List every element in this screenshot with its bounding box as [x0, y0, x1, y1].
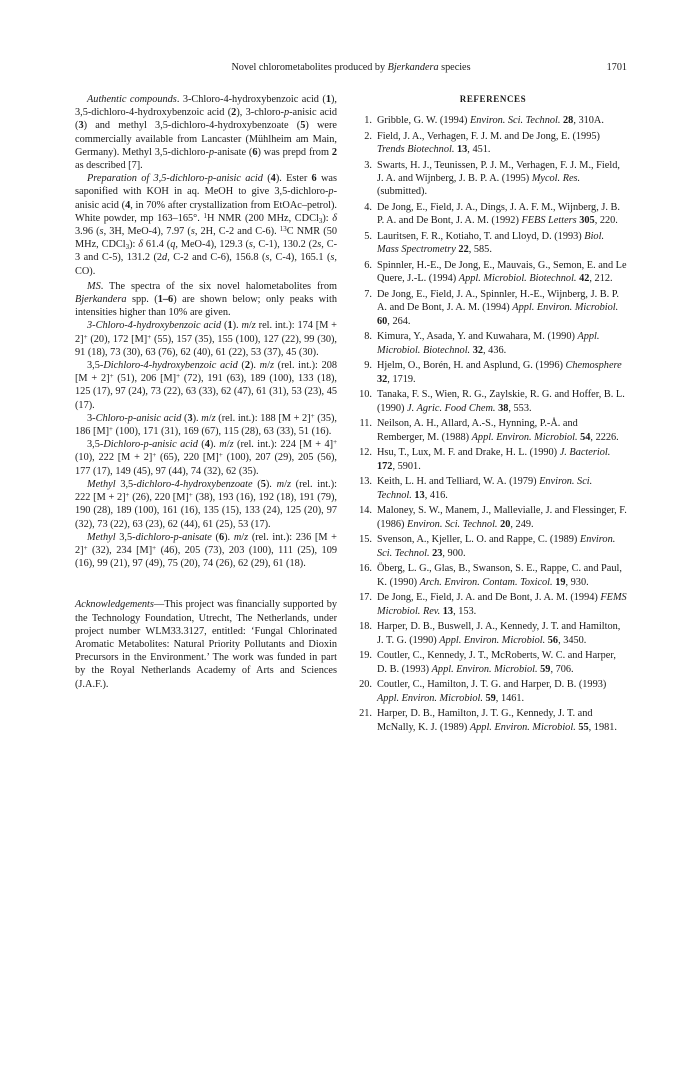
reference-number: 21. — [359, 708, 372, 720]
reference-item — [358, 230, 628, 256]
left-column — [75, 93, 337, 691]
reference-item — [358, 504, 628, 530]
reference-text: Kimura, Y., Asada, Y. and Kuwahara, M. (1990) Appl. Microbiol. Biotechnol. 32, 436. — [377, 331, 600, 356]
ms-entry: Methyl 3,5-dichloro-4-hydroxybenzoate (5). m/z (rel. int.): 222 [M + 2]+ (26), 220 [M]+ (38), 193 (16), 192 (18), 191 (79), 190 (28), 189 (100), 161 (16), 135 (15), 133 (24), 125 (20), 97 (32), 73 (22), 63 (23), 62 (44), 61 (25), 53 (17). — [75, 478, 338, 530]
reference-text: De Jong, E., Field, J. A. and De Bont, J. A. M. (1994) FEMS Microbiol. Rev. 13, 153. — [377, 592, 627, 617]
reference-text: Hjelm, O., Borén, H. and Asplund, G. (1996) Chemosphere 32, 1719. — [377, 360, 622, 385]
reference-item — [358, 359, 628, 385]
preparation-paragraph: Preparation of 3,5-dichloro-p-anisic acid (4). Ester 6 was saponified with KOH in aq. MeOH to give 3,5-dichloro-p-anisic acid (4, in 70% after crystallization from EtOAc–petrol). White powder, mp 163–165°. $^1$H NMR (200 MHz, CDCl$_3$): δ 3.96 (s, 3H, MeO-4), 7.97 (s, 2H, C-2 and C-6). $^{13}$C NMR (50 MHz, CDCl$_3$): δ 61.4 (q, MeO-4), 129.3 (s, C-1), 130.2 (2s, C-3 and C-5), 131.2 (2d, C-2 and C-6), 156.8 (s, C-4), 165.1 (s, CO). — [75, 173, 338, 277]
reference-item — [358, 475, 628, 501]
reference-number: 3. — [364, 160, 372, 171]
ms-spectra-list — [75, 319, 337, 570]
reference-number: 11. — [359, 418, 372, 430]
reference-text: De Jong, E., Field, J. A., Dings, J. A. F. M., Wijnberg, J. B. P. A. and De Bont, J. A. M. (1992) FEBS Letters 305, 220. — [377, 202, 620, 227]
reference-number: 8. — [364, 331, 372, 343]
ms-entry: 3,5-Dichloro-p-anisic acid (4). m/z (rel. int.): 224 [M + 4]+ (10), 222 [M + 2]+ (65), 220 [M]+ (100), 207 (29), 205 (56), 177 (17), 149 (45), 97 (44), 74 (32), 62 (35). — [75, 438, 338, 477]
reference-item — [358, 678, 628, 704]
acknowledgements-paragraph: Acknowledgements—This project was financially supported by the Technology Foundation, Utrecht, The Netherlands, under project number WLM33.3127, entitled: ‘Fungal Chlorinated Aromatic Metabolites: Natural Priority Pollutants and Dioxin Precursors in the Environment.’ The work was funded in part by the Royal Netherlands Academy of Arts and Sciences (J.A.F.). — [75, 599, 337, 690]
reference-item — [358, 649, 628, 675]
reference-text: Svenson, A., Kjeller, L. O. and Rappe, C. (1989) Environ. Sci. Technol. 23, 900. — [377, 534, 616, 559]
reference-number: 5. — [364, 231, 372, 243]
reference-text: Harper, D. B., Buswell, J. A., Kennedy, J. T. and Hamilton, J. T. G. (1990) Appl. Environ. Microbiol. 56, 3450. — [377, 621, 621, 646]
reference-text: Coutler, C., Hamilton, J. T. G. and Harper, D. B. (1993) Appl. Environ. Microbiol. 59, 1461. — [377, 679, 607, 704]
ms-entry: 3-Chloro-p-anisic acid (3). m/z (rel. int.): 188 [M + 2]+ (35), 186 [M]+ (100), 171 (31), 169 (67), 115 (28), 63 (33), 51 (16). — [75, 411, 337, 438]
reference-item — [358, 533, 628, 559]
reference-item — [358, 591, 628, 617]
reference-item — [358, 288, 628, 328]
reference-text: Öberg, L. G., Glas, B., Swanson, S. E., Rappe, C. and Paul, K. (1990) Arch. Environ. Contam. Toxicol. 19, 930. — [377, 563, 622, 588]
reference-number: 15. — [359, 534, 372, 546]
ms-entry: Methyl 3,5-dichloro-p-anisate (6). m/z (rel. int.): 236 [M + 2]+ (32), 234 [M]+ (46), 205 (73), 203 (100), 111 (25), 109 (16), 99 (21), 97 (49), 75 (20), 74 (26), 62 (29), 61 (18). — [75, 531, 337, 570]
reference-item — [358, 130, 628, 156]
references-list — [358, 114, 628, 734]
running-title: Novel chlorometabolites produced by Bjerkandera species — [231, 62, 471, 73]
ms-entry: 3,5-Dichloro-4-hydroxybenzoic acid (2). m/z (rel. int.): 208 [M + 2]+ (51), 206 [M]+ (72), 191 (63), 189 (100), 133 (18), 125 (17), 97 (24), 73 (22), 63 (33), 62 (47), 61 (31), 53 (23), 45 (17). — [75, 360, 338, 411]
reference-item — [358, 259, 628, 285]
reference-text: Coutler, C., Kennedy, J. T., McRoberts, W. C. and Harper, D. B. (1993) Appl. Environ. Microbiol. 59, 706. — [377, 650, 616, 675]
reference-text: Hsu, T., Lux, M. F. and Drake, H. L. (1990) J. Bacteriol. 172, 5901. — [377, 447, 611, 472]
reference-number: 9. — [364, 360, 372, 372]
reference-number: 12. — [359, 447, 372, 459]
reference-number: 7. — [364, 289, 372, 301]
reference-number: 19. — [359, 650, 372, 662]
reference-text: Swarts, H. J., Teunissen, P. J. M., Verhagen, F. J. M., Field, J. A. and Wijnberg, J. B. P. A. (1995) Mycol. Res. (submitted). — [377, 160, 620, 198]
authentic-compounds-paragraph: Authentic compounds. 3-Chloro-4-hydroxybenzoic acid (1), 3,5-dichloro-4-hydroxybenzoic acid (2), 3-chloro-p-anisic acid (3) and methyl 3,5-dichloro-4-hydroxybenzoate (5) were commercially available from Lancaster (Mühlheim am Main, Germany). Methyl 3,5-dichloro-p-anisate (6) was prepd from 2 as described [7]. — [75, 94, 337, 172]
reference-number: 14. — [359, 505, 372, 517]
reference-text: Neilson, A. H., Allard, A.-S., Hynning, P.-Å. and Remberger, M. (1988) Appl. Environ. Microbiol. 54, 2226. — [377, 418, 619, 443]
reference-item — [358, 446, 628, 472]
reference-number: 1. — [364, 115, 372, 127]
reference-item — [358, 159, 628, 199]
reference-item — [358, 114, 628, 127]
ms-entry: 3-Chloro-4-hydroxybenzoic acid (1). m/z rel. int.): 174 [M + 2]+ (20), 172 [M]+ (55), 157 (35), 155 (100), 127 (22), 99 (30), 91 (18), 73 (30), 63 (76), 62 (40), 61 (22), 53 (37), 45 (30). — [75, 320, 337, 358]
reference-text: Harper, D. B., Hamilton, J. T. G., Kennedy, J. T. and McNally, K. J. (1989) Appl. Environ. Microbiol. 55, 1981. — [377, 708, 617, 733]
reference-text: Spinnler, H.-E., De Jong, E., Mauvais, G., Semon, E. and Le Quere, J.-L. (1994) Appl. Microbiol. Biotechnol. 42, 212. — [377, 260, 627, 285]
reference-number: 13. — [359, 476, 372, 488]
reference-item — [358, 620, 628, 646]
references-heading: REFERENCES — [459, 94, 527, 104]
reference-item — [358, 388, 628, 414]
reference-item — [358, 417, 628, 443]
reference-number: 4. — [364, 202, 372, 214]
reference-number: 6. — [364, 260, 372, 272]
reference-text: Lauritsen, F. R., Kotiaho, T. and Lloyd, D. (1993) Biol. Mass Spectrometry 22, 585. — [377, 231, 605, 256]
references-section — [358, 93, 628, 736]
reference-item — [358, 562, 628, 588]
reference-item — [358, 330, 628, 356]
reference-item — [358, 201, 628, 227]
reference-text: Keith, L. H. and Telliard, W. A. (1979) Environ. Sci. Technol. 13, 416. — [377, 476, 593, 501]
page-header — [75, 62, 627, 76]
reference-number: 17. — [359, 592, 372, 604]
reference-number: 10. — [359, 389, 372, 401]
reference-text: De Jong, E., Field, J. A., Spinnler, H.-E., Wijnberg, J. B. P. A. and De Bont, J. A. M. (1994) Appl. Environ. Microbiol. 60, 264. — [377, 289, 619, 327]
reference-text: Gribble, G. W. (1994) Environ. Sci. Technol. 28, 310A. — [377, 115, 604, 127]
page-number: 1701 — [606, 62, 627, 73]
reference-text: Tanaka, F. S., Wien, R. G., Zaylskie, R. G. and Hoffer, B. L. (1990) J. Agric. Food Chem. 38, 553. — [377, 389, 625, 414]
reference-number: 20. — [359, 679, 372, 691]
reference-text: Field, J. A., Verhagen, F. J. M. and De Jong, E. (1995) Trends Biotechnol. 13, 451. — [377, 131, 600, 156]
reference-number: 2. — [364, 131, 372, 142]
reference-number: 16. — [359, 563, 372, 575]
reference-number: 18. — [359, 621, 372, 633]
reference-text: Maloney, S. W., Manem, J., Mallevialle, J. and Flessinger, F. (1986) Environ. Sci. Technol. 20, 249. — [377, 505, 627, 530]
reference-item — [358, 707, 628, 733]
ms-intro-paragraph: MS. The spectra of the six novel halometabolites from Bjerkandera spp. (1–6) are shown below; only peaks with intensities higher than 10% are given. — [75, 280, 337, 319]
